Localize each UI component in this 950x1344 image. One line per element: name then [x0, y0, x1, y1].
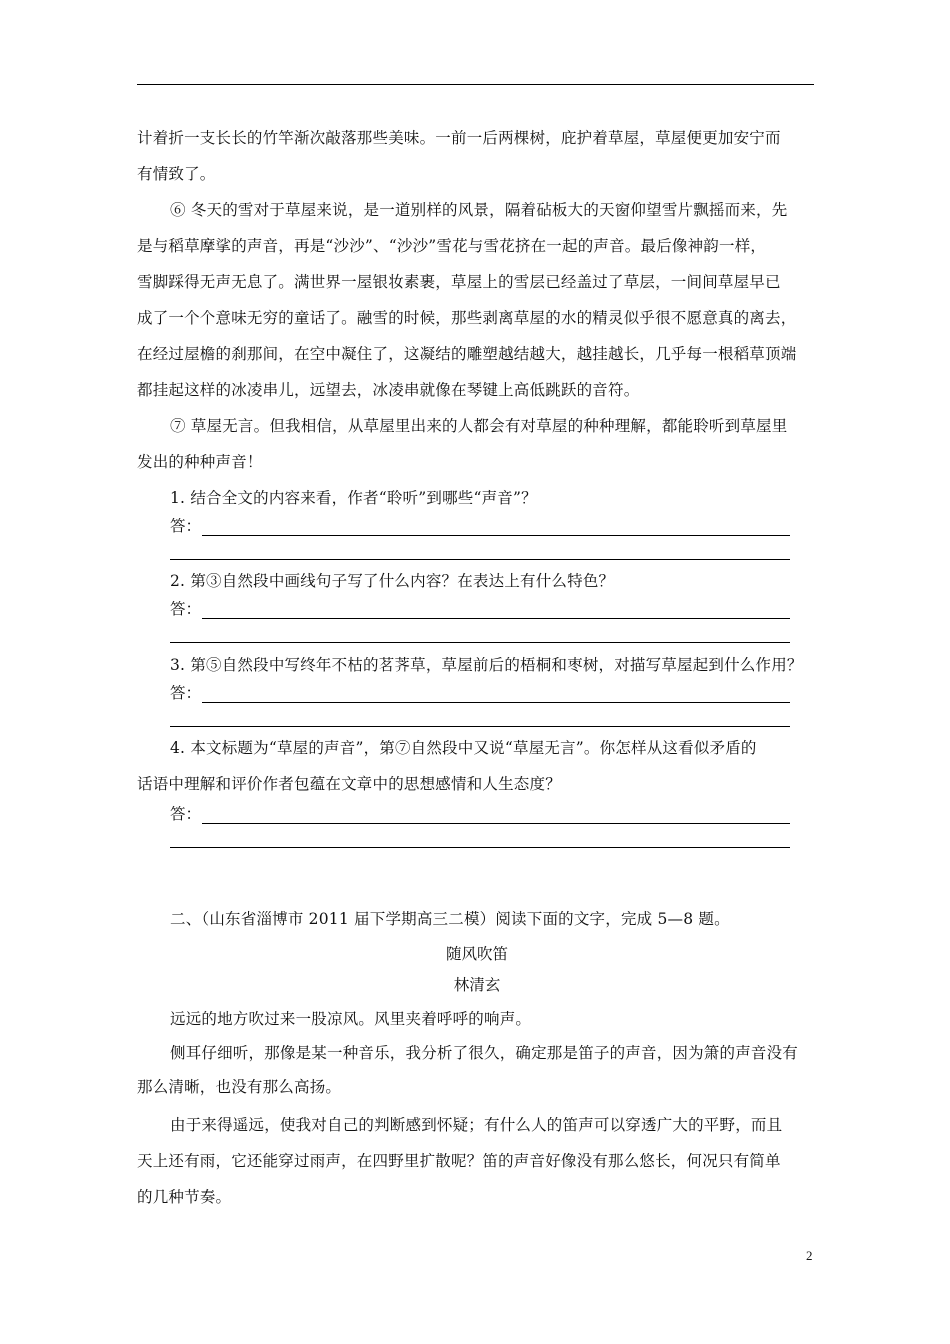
answer-line-1a[interactable]: [202, 535, 790, 536]
para6-line4: 成了一个个意味无穷的童话了。融雪的时候，那些剥离草屋的水的精灵似乎很不愿意真的离去，: [137, 309, 797, 327]
question-1: 1. 结合全文的内容来看，作者“聆听”到哪些“声音”？: [170, 489, 537, 507]
answer-line-1b[interactable]: [170, 559, 790, 560]
header-rule: [137, 84, 814, 85]
question-3: 3. 第⑤自然段中写终年不枯的茗荠草，草屋前后的梧桐和枣树，对描写草屋起到什么作用？: [170, 656, 803, 674]
answer-line-4a[interactable]: [202, 823, 790, 824]
article-author: 林清玄: [453, 976, 501, 994]
question-2: 2. 第③自然段中画线句子写了什么内容？在表达上有什么特色？: [170, 572, 615, 590]
s2-para3-line1: 由于来得遥远，使我对自己的判断感到怀疑；有什么人的笛声可以穿透广大的平野，而且: [170, 1116, 783, 1134]
section-2-heading: 二、（山东省淄博市 2011 届下学期高三二模）阅读下面的文字，完成 5—8 题。: [170, 910, 730, 928]
page-number: 2: [806, 1248, 813, 1263]
para6-line6: 都挂起这样的冰凌串儿，远望去，冰凌串就像在琴键上高低跳跃的音符。: [137, 381, 640, 399]
para6-line5: 在经过屋檐的刹那间，在空中凝住了，这凝结的雕塑越结越大，越挂越长，几乎每一根稻草顶端: [137, 345, 797, 363]
para5-line1: 计着折一支长长的竹竿渐次敲落那些美味。一前一后两棵树，庇护着草屋，草屋便更加安宁而: [137, 129, 781, 147]
para6-line3: 雪脚踩得无声无息了。满世界一屋银妆素裹，草屋上的雪层已经盖过了草层，一间间草屋早已: [137, 273, 781, 291]
para7-line1: ⑦ 草屋无言。但我相信，从草屋里出来的人都会有对草屋的种种理解，都能聆听到草屋里: [170, 417, 788, 435]
answer-label-3: 答：: [170, 684, 202, 702]
s2-para2-line2: 那么清晰，也没有那么高扬。: [137, 1078, 342, 1096]
answer-line-3b[interactable]: [170, 726, 790, 727]
s2-para2-line1: 侧耳仔细听，那像是某一种音乐，我分析了很久，确定那是笛子的声音，因为箫的声音没有: [170, 1044, 799, 1062]
s2-para3-line2: 天上还有雨，它还能穿过雨声，在四野里扩散呢？笛的声音好像没有那么悠长，何况只有简单: [137, 1152, 781, 1170]
answer-line-2a[interactable]: [202, 618, 790, 619]
answer-label-1: 答：: [170, 517, 202, 535]
para7-line2: 发出的种种声音！: [137, 453, 263, 471]
question-4-line2: 话语中理解和评价作者包蕴在文章中的思想感情和人生态度？: [137, 775, 561, 793]
para6-line1: ⑥ 冬天的雪对于草屋来说，是一道别样的风景，隔着砧板大的天窗仰望雪片飘摇而来，先: [170, 201, 788, 219]
answer-line-2b[interactable]: [170, 642, 790, 643]
para5-line2: 有情致了。: [137, 165, 216, 183]
s2-para1: 远远的地方吹过来一股凉风。风里夹着呼呼的响声。: [170, 1010, 532, 1028]
answer-line-3a[interactable]: [202, 702, 790, 703]
answer-label-4: 答：: [170, 805, 202, 823]
s2-para3-line3: 的几种节奏。: [137, 1188, 232, 1206]
question-4-line1: 4. 本文标题为“草屋的声音”，第⑦自然段中又说“草屋无言”。你怎样从这看似矛盾的: [170, 739, 757, 757]
answer-line-4b[interactable]: [170, 847, 790, 848]
para6-line2: 是与稻草摩挲的声音，再是“沙沙”、“沙沙”雪花与雪花挤在一起的声音。最后像神韵一样，: [137, 237, 767, 255]
answer-label-2: 答：: [170, 600, 202, 618]
article-title: 随风吹笛: [445, 945, 508, 963]
